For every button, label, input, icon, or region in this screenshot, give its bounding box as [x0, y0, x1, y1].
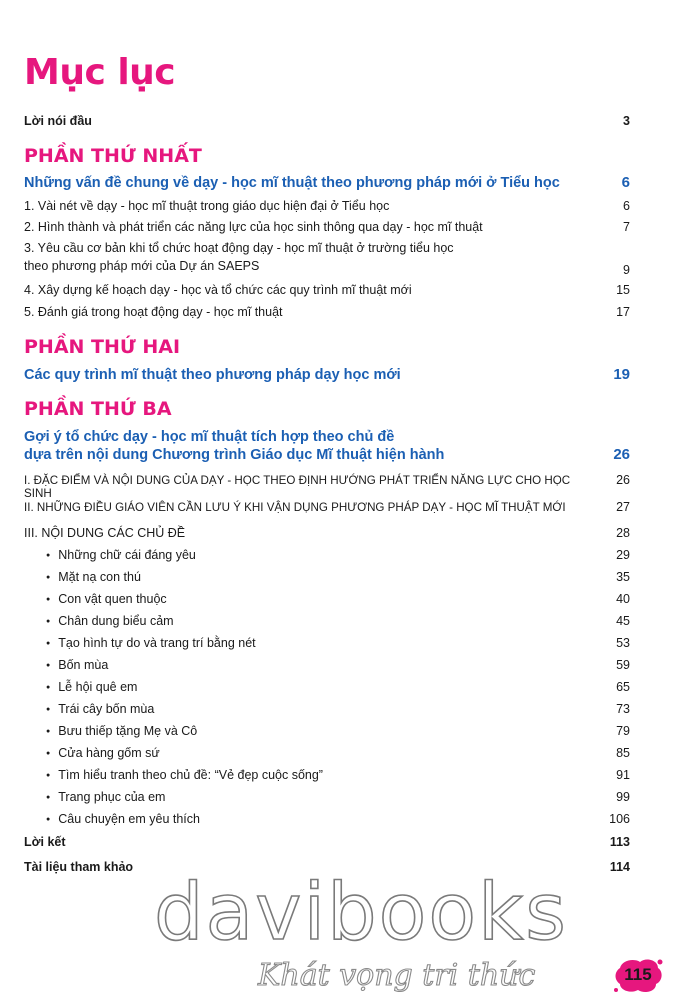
toc-label: II. NHỮNG ĐIỀU GIÁO VIÊN CẦN LƯU Ý KHI VẬN DỤNG PHƯƠNG PHÁP DẠY - HỌC MĨ THUẬT MỚI	[24, 501, 566, 514]
toc-entry[interactable]	[24, 283, 630, 297]
part3-heading: PHẦN THỨ BA	[24, 398, 172, 420]
part1-subtitle[interactable]	[24, 174, 630, 191]
toc-label: ● Con vật quen thuộc	[46, 592, 167, 606]
toc-page: 7	[623, 220, 630, 234]
toc-page: 3	[623, 114, 630, 128]
toc-entry[interactable]	[24, 473, 630, 500]
toc-page: 26	[613, 446, 630, 463]
toc-label: ● Mặt nạ con thú	[46, 570, 141, 584]
toc-label: ● Tạo hình tự do và trang trí bằng nét	[46, 636, 256, 650]
topic-entry[interactable]	[46, 746, 630, 760]
topic-entry[interactable]	[46, 702, 630, 716]
toc-label: ● Trái cây bốn mùa	[46, 702, 154, 716]
toc-entry[interactable]	[24, 500, 630, 514]
toc-entry[interactable]	[24, 199, 630, 213]
toc-page: 28	[616, 526, 630, 540]
toc-label: 1. Vài nét về dạy - học mĩ thuật trong giáo dục hiện đại ở Tiểu học	[24, 199, 390, 213]
toc-label: ● Bưu thiếp tặng Mẹ và Cô	[46, 724, 197, 738]
toc-page: 53	[616, 636, 630, 650]
toc-label: ● Những chữ cái đáng yêu	[46, 548, 196, 562]
part3-subtitle[interactable]	[24, 428, 630, 464]
toc-label: III. NỘI DUNG CÁC CHỦ ĐỀ	[24, 526, 186, 540]
toc-page: 99	[616, 790, 630, 804]
part1-heading: PHẦN THỨ NHẤT	[24, 145, 202, 167]
toc-label: Lời nói đầu	[24, 114, 92, 128]
page-title: Mục lục	[24, 52, 176, 93]
toc-label: ● Cửa hàng gốm sứ	[46, 746, 160, 760]
toc-entry[interactable]	[24, 241, 630, 277]
toc-label-line1: 3. Yêu cầu cơ bản khi tổ chức hoạt động dạy - học mĩ thuật ở trường tiểu học	[24, 241, 454, 255]
page-number: 115	[624, 965, 652, 984]
watermark-tagline: Khát vọng tri thức	[258, 958, 536, 993]
toc-label: Những vấn đề chung về dạy - học mĩ thuật theo phương pháp mới ở Tiểu học	[24, 175, 560, 191]
topic-entry[interactable]	[46, 680, 630, 694]
toc-entry[interactable]	[24, 526, 630, 540]
toc-page: 45	[616, 614, 630, 628]
toc-label: ● Câu chuyện em yêu thích	[46, 812, 200, 826]
toc-label: ● Tìm hiểu tranh theo chủ đề: “Vẻ đẹp cuộc sống”	[46, 768, 323, 782]
topic-entry[interactable]	[46, 790, 630, 804]
topic-entry[interactable]	[46, 570, 630, 584]
topic-entry[interactable]	[46, 592, 630, 606]
toc-page: 59	[616, 658, 630, 672]
toc-entry[interactable]	[24, 305, 630, 319]
toc-page: 114	[609, 860, 630, 874]
toc-page: 29	[616, 548, 630, 562]
toc-label-line1: Gợi ý tổ chức dạy - học mĩ thuật tích hợp theo chủ đề	[24, 429, 395, 445]
toc-label-line2: theo phương pháp mới của Dự án SAEPS	[24, 259, 260, 273]
toc-page: 106	[609, 812, 630, 826]
page-number-badge	[612, 956, 664, 996]
toc-page: 79	[616, 724, 630, 738]
toc-label-line2: dựa trên nội dung Chương trình Giáo dục Mĩ thuật hiện hành	[24, 447, 445, 463]
watermark-brand: davibooks	[154, 868, 568, 958]
part2-heading: PHẦN THỨ HAI	[24, 336, 181, 358]
toc-label: ● Lễ hội quê em	[46, 680, 137, 694]
toc-page: 35	[616, 570, 630, 584]
toc-page: 15	[616, 283, 630, 297]
toc-entry-closing[interactable]	[24, 835, 630, 849]
topic-entry[interactable]	[46, 636, 630, 650]
toc-label: 2. Hình thành và phát triển các năng lực của học sinh thông qua dạy - học mĩ thuật	[24, 220, 483, 234]
toc-label: I. ĐẶC ĐIỂM VÀ NỘI DUNG CỦA DẠY - HỌC THEO ĐỊNH HƯỚNG PHÁT TRIỂN NĂNG LỰC CHO HỌC SINH	[24, 474, 571, 500]
topic-entry[interactable]	[46, 812, 630, 826]
toc-page: 19	[613, 366, 630, 383]
toc-page: 26	[616, 473, 630, 487]
toc-label: 4. Xây dựng kế hoạch dạy - học và tổ chức các quy trình mĩ thuật mới	[24, 283, 412, 297]
toc-label: Các quy trình mĩ thuật theo phương pháp dạy học mới	[24, 367, 401, 383]
toc-label: ● Bốn mùa	[46, 658, 108, 672]
toc-entry[interactable]	[24, 220, 630, 234]
toc-page: 113	[609, 835, 630, 849]
toc-label: ● Chân dung biểu cảm	[46, 614, 174, 628]
toc-page: 73	[616, 702, 630, 716]
topic-entry[interactable]	[46, 724, 630, 738]
topic-entry[interactable]	[46, 768, 630, 782]
toc-page: 17	[616, 305, 630, 319]
toc-page: 85	[616, 746, 630, 760]
toc-label: Tài liệu tham khảo	[24, 860, 134, 874]
toc-page: 6	[621, 174, 630, 191]
toc-page: 91	[616, 768, 630, 782]
topic-entry[interactable]	[46, 548, 630, 562]
toc-label: 5. Đánh giá trong hoạt động dạy - học mĩ thuật	[24, 305, 283, 319]
toc-page: 27	[616, 500, 630, 514]
toc-page: 40	[616, 592, 630, 606]
toc-page: 9	[623, 263, 630, 277]
part2-subtitle[interactable]	[24, 366, 630, 383]
toc-entry-preface[interactable]	[24, 114, 630, 128]
toc-label: Lời kết	[24, 835, 66, 849]
toc-page: 6	[623, 199, 630, 213]
topic-entry[interactable]	[46, 658, 630, 672]
toc-label: ● Trang phục của em	[46, 790, 165, 804]
toc-page: 65	[616, 680, 630, 694]
topic-entry[interactable]	[46, 614, 630, 628]
